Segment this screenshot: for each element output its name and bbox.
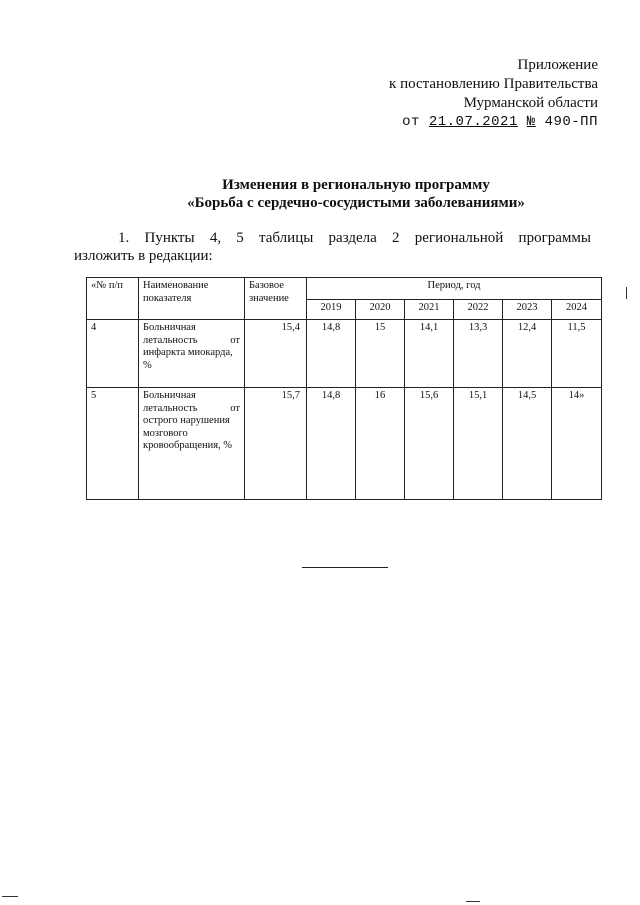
row-value: 12,4 [503,320,552,388]
year-cell: 2024 [552,300,602,320]
year-cell: 2023 [503,300,552,320]
paragraph-word: 4, [209,230,222,246]
header-name: Наименование показателя [139,278,245,320]
header-num: «№ п/п [87,278,139,320]
row-value: 15,6 [405,388,454,500]
row-name-part: Больничная [143,322,196,333]
paragraph-word: Пункты [144,230,195,246]
scan-mark [2,896,18,897]
row-name-part: инфаркта миокарда, % [143,347,233,371]
row-value: 14» [552,388,602,500]
row-value: 16 [356,388,405,500]
header-period: Период, год [307,278,602,300]
row-value: 11,5 [552,320,602,388]
table-row [87,320,602,388]
row-value: 14,1 [405,320,454,388]
paragraph-word: программы [518,230,591,246]
year-cell: 2021 [405,300,454,320]
row-value: 14,8 [307,320,356,388]
title-line-1: Изменения в региональную программу [222,177,490,193]
document-date: 21.07.2021 [428,114,518,130]
paragraph-word: 2 [392,230,400,246]
body-paragraph [74,229,591,265]
year-cell: 2020 [356,300,405,320]
paragraph-word: таблицы [259,230,314,246]
paragraph-number: 1. [118,230,130,246]
year-cell: 2019 [307,300,356,320]
paragraph-line-2: изложить в редакции: [74,248,213,264]
header-base: Базовое значение [245,278,307,320]
table-row [87,388,602,500]
document-number: 490-ПП [544,114,598,130]
table-header-row [87,278,602,300]
scan-mark [626,287,627,299]
row-name [139,320,245,388]
row-name-part: от [230,334,240,346]
row-value: 14,5 [503,388,552,500]
row-name [139,388,245,500]
paragraph-word: 5 [236,230,244,246]
row-num: 4 [87,320,139,388]
row-name-part: летальность [143,402,198,414]
appendix-resolution: к постановлению Правительства [389,76,598,92]
appendix-region: Мурманской области [463,95,598,111]
year-cell: 2022 [454,300,503,320]
paragraph-word: региональной [414,230,504,246]
row-value: 13,3 [454,320,503,388]
row-name-part: летальность [143,334,198,346]
row-base: 15,4 [245,320,307,388]
appendix-title: Приложение [517,57,598,73]
document-title [0,176,640,212]
scan-mark [466,901,480,902]
paragraph-word: раздела [328,230,377,246]
paragraph-line-1 [88,229,591,247]
row-name-part: от [230,402,240,414]
end-rule [302,567,388,568]
appendix-date-number [389,113,598,132]
row-value: 14,8 [307,388,356,500]
row-value: 15,1 [454,388,503,500]
title-line-2: «Борьба с сердечно-сосудистыми заболеваниями» [187,195,525,211]
row-value: 15 [356,320,405,388]
row-num: 5 [87,388,139,500]
date-prefix: от [402,114,420,130]
row-name-part: острого нарушения мозгового кровообращения, % [143,415,233,451]
number-sign: № [526,114,536,130]
row-name-part: Больничная [143,390,196,401]
row-base: 15,7 [245,388,307,500]
indicators-table [86,277,602,500]
appendix-header [389,56,598,132]
